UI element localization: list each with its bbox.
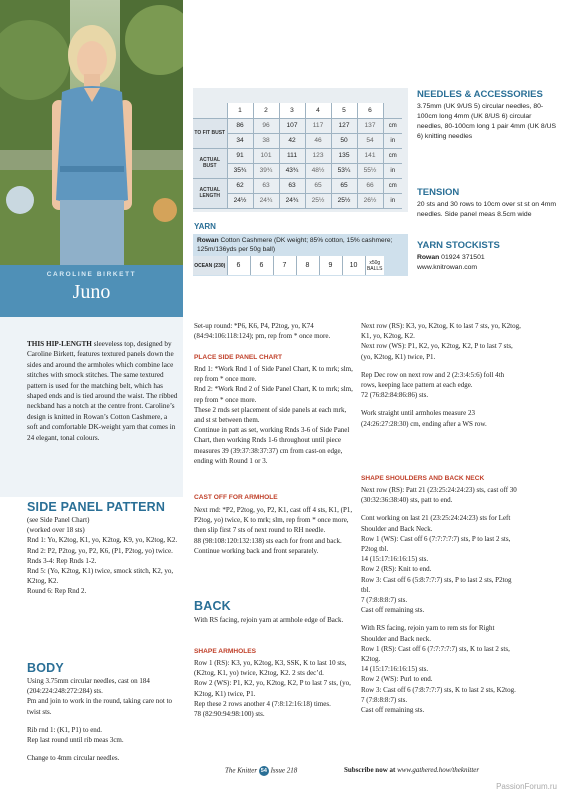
size-cell: 107: [279, 118, 305, 133]
size-cell: 4: [305, 103, 331, 118]
size-cell: 2: [253, 103, 279, 118]
size-cell: 42: [279, 133, 305, 148]
size-cell: 65: [331, 178, 357, 193]
col3-line: Row 3: Cast off 6 (7:8:7:7:7) sts, K to last 2 sts, K2tog.: [361, 685, 516, 694]
size-unit: [383, 103, 402, 118]
designer-name: CAROLINE BIRKETT: [46, 271, 137, 278]
col3-line: Row 1 (RS): Cast off 6 (7:7:7:7:7) sts, K to last 2 sts, K2tog.: [361, 644, 510, 664]
back-heading: BACK: [194, 599, 231, 613]
yarn-qty: 7: [273, 256, 296, 275]
magazine-name: The Knitter: [225, 766, 258, 775]
yarn-qty: 8: [296, 256, 319, 275]
size-cell: 38: [253, 133, 279, 148]
col3-line: Row 3: Cast off 6 (5:8:7:7:7) sts, P to last 2 sts, P2tog tbl.: [361, 575, 512, 594]
size-cell: 35¾: [227, 163, 253, 178]
intro-text: [27, 339, 179, 443]
tension-heading: TENSION: [417, 187, 460, 198]
size-unit: in: [383, 163, 402, 178]
size-cell: 66: [357, 178, 383, 193]
castoff-heading: CAST OFF FOR ARMHOLE: [194, 494, 278, 501]
size-cell: 65: [305, 178, 331, 193]
size-unit: cm: [383, 148, 402, 163]
side-panel-line: Rnd 1: Yo, K2tog, K1, yo, K2tog, K9, yo, K2tog, K2.: [27, 536, 178, 545]
footer-subscribe: [344, 766, 479, 774]
yarn-desc-text: Cotton Cashmere (DK weight; 85% cotton, 15% cashmere; 125m/136yds per 50g ball): [197, 237, 393, 253]
size-row: [193, 118, 402, 133]
size-cell: 91: [227, 148, 253, 163]
intro-body: sleeveless top, designed by Caroline Birkett, features textured panels down the sides and around the armholes which combine lace stitches with smock stitches. The same textured pattern is used for the matching belt, which has shaped ends and is tied around the waist. The ribbed neckband has a notch at the centre front. Caroline’s design is knitted in Rowan’s Cotton Cashmere, a soft and comfortable DK-weight yarn that comes in 24 elegant, tonal colours.: [27, 340, 178, 442]
side-panel-text: [27, 515, 179, 597]
size-cell: 135: [331, 148, 357, 163]
back-text: With RS facing, rejoin yarn at armhole edge of Back.: [194, 616, 344, 624]
stockists-heading: YARN STOCKISTS: [417, 240, 500, 251]
col3-line: Rep Dec row on next row and 2 (2:3:4:5:6) foll 4th rows, keeping lace pattern at each edge.: [361, 370, 505, 390]
side-panel-heading: SIDE PANEL PATTERN: [27, 500, 166, 514]
castoff-line: Continue working back and front separately.: [194, 546, 319, 555]
yarn-qty: 10: [342, 256, 365, 275]
size-cell: 63: [253, 178, 279, 193]
size-cell: 86: [227, 118, 253, 133]
size-cell: 5: [331, 103, 357, 118]
subscribe-url[interactable]: www.gathered.how/theknitter: [397, 766, 480, 774]
side-panel-line: Rnds 3-4: Rep Rnds 1-2.: [27, 556, 97, 565]
col3-line: Row 1 (WS): Cast off 6 (7:7:7:7:7) sts, P to last 2 sts, P2tog tbl.: [361, 534, 511, 554]
col3-line: Work straight until armholes measure 23 (24:26:27:28:30) cm, ending after a WS row.: [361, 409, 487, 428]
body-heading: BODY: [27, 661, 64, 675]
tension-section: [417, 188, 557, 220]
size-row: [193, 148, 402, 163]
col3-line: 72 (76:82:84:86:86) sts.: [361, 391, 429, 400]
subscribe-label: Subscribe now at: [344, 766, 398, 774]
place-line: Rnd 1: *Work Rnd 1 of Side Panel Chart, K to mrk; slm, rep from * once more.: [194, 365, 353, 384]
place-heading: PLACE SIDE PANEL CHART: [194, 354, 283, 361]
size-cell: 127: [331, 118, 357, 133]
place-line: Continue in patt as set, working Rnds 3-6 of Side Panel Chart, then working Rnds 1-6 throughout until piece measures 39 (39:37:38:37:37) cm from cast-on edge, ending with Round 1 or 3.: [194, 426, 350, 465]
size-row-label: ACTUAL BUST: [193, 148, 227, 178]
yarn-qty: 9: [319, 256, 342, 275]
size-cell: 137: [357, 118, 383, 133]
size-cell: 24½: [227, 193, 253, 208]
size-cell: 26½: [357, 193, 383, 208]
col3-text-a: [361, 321, 521, 429]
size-row-label: ACTUAL LENGTH: [193, 178, 227, 208]
size-row-label: TO FIT BUST: [193, 118, 227, 148]
size-row: [193, 178, 402, 193]
place-line: Rnd 2: *Work Rnd 2 of Side Panel Chart, K to mrk; slm, rep from * once more.: [194, 385, 353, 404]
yarn-heading: YARN: [194, 222, 216, 231]
col3-line: Row 2 (RS): Knit to end.: [361, 565, 432, 574]
yarn-table: [193, 256, 384, 275]
place-text: [194, 364, 354, 466]
stockist-web[interactable]: www.knitrowan.com: [417, 264, 478, 271]
size-cell: 117: [305, 118, 331, 133]
armholes-line: Row 2 (WS): P1, K2, yo, K2tog, K2, P to last 7 sts, (yo, K2tog, K1) twice, P1.: [194, 679, 351, 698]
intro-lead: THIS HIP-LENGTH: [27, 340, 92, 348]
side-panel-line: (worked over 18 sts): [27, 526, 85, 535]
size-cell: 55½: [357, 163, 383, 178]
body-line: Pm and join to work in the round, taking care not to twist sts.: [27, 697, 173, 716]
size-cell: 63: [279, 178, 305, 193]
armholes-line: Row 1 (RS): K3, yo, K2tog, K3, SSK, K to last 10 sts, (K2tog, K1, yo) twice, K2tog, K2. 2 sts dec’d.: [194, 659, 347, 678]
col3-line: Next row (RS): Patt 21 (23:25:24:24:23) sts, cast off 30 (30:32:36:38:40) sts, patt to end.: [361, 486, 517, 505]
size-cell: 50: [331, 133, 357, 148]
col3-text-b: [361, 485, 521, 715]
size-cell: 39¾: [253, 163, 279, 178]
size-table: [193, 103, 402, 209]
footer-magazine: [225, 766, 297, 776]
castoff-text: [194, 505, 354, 556]
col3-line: 7 (7:8:8:8:7) sts.: [361, 596, 408, 605]
needles-text: 3.75mm (UK 9/US 5) circular needles, 80-100cm long 4mm (UK 8/US 6) circular needles, 80-100cm long 1 pair 4mm (UK 8/US 6) knitting needles: [417, 103, 557, 140]
yarn-brand: Rowan: [197, 237, 219, 244]
col3-line: Cast off remaining sts.: [361, 606, 425, 615]
body-line: Using 3.75mm circular needles, cast on 184 (204:224:248:272:284) sts.: [27, 677, 150, 696]
watermark: PassionForum.ru: [496, 782, 557, 791]
col3-line: 14 (15:17:16:16:15) sts.: [361, 665, 429, 674]
page-number: 54: [260, 768, 267, 774]
size-cell: 141: [357, 148, 383, 163]
size-cell: 24¾: [279, 193, 305, 208]
side-panel-line: (see Side Panel Chart): [27, 516, 90, 524]
title-banner: [0, 265, 183, 317]
side-panel-line: Rnd 2: P2, P2tog, yo, P2, K6, (P1, P2tog, yo) twice.: [27, 546, 173, 555]
stockist-brand: Rowan: [417, 254, 440, 261]
col3-line: Next row (RS): K3, yo, K2tog, K to last 7 sts, yo, K2tog, K1, yo, K2tog, K2.: [361, 322, 521, 341]
yarn-shade: OCEAN (230): [193, 256, 227, 275]
needles-section: [417, 90, 557, 142]
size-cell: 25½: [305, 193, 331, 208]
shoulders-heading: SHAPE SHOULDERS AND BACK NECK: [361, 475, 485, 482]
size-cell: 3: [279, 103, 305, 118]
col3-line: 7 (7:8:8:8:7) sts.: [361, 695, 408, 704]
col3-line: With RS facing, rejoin yarn to rem sts for Right Shoulder and Back neck.: [361, 624, 495, 643]
size-cell: 46: [305, 133, 331, 148]
stockist-phone: 01924 371501: [439, 254, 485, 261]
place-line: These 2 rnds set placement of side panels at each mrk, and st st between them.: [194, 405, 347, 425]
body-line: Rib rnd 1: (K1, P1) to end.: [27, 725, 103, 734]
yarn-qty: 6: [250, 256, 273, 275]
issue-number: Issue 218: [270, 766, 298, 775]
size-row: [193, 103, 402, 118]
side-panel-line: Round 6: Rep Rnd 2.: [27, 587, 87, 596]
size-cell: 96: [253, 118, 279, 133]
body-line: Rep last round until rib meas 3cm.: [27, 736, 124, 745]
size-cell: 34: [227, 133, 253, 148]
size-row-label: [193, 103, 227, 118]
size-unit: in: [383, 133, 402, 148]
size-unit: cm: [383, 178, 402, 193]
size-cell: 101: [253, 148, 279, 163]
col3-line: Next row (WS): P1, K2, yo, K2tog, K2, P to last 7 sts, (yo, K2tog, K1) twice, P1.: [361, 342, 513, 361]
size-cell: 25½: [331, 193, 357, 208]
col3-line: 14 (15:17:16:16:15) sts.: [361, 555, 429, 564]
size-cell: 24¾: [253, 193, 279, 208]
tension-text: 20 sts and 30 rows to 10cm over st st on 4mm needles. Side panel meas 8.5cm wide: [417, 201, 557, 218]
armholes-line: Rep these 2 rows another 4 (7:8:12:16:18) times.: [194, 699, 331, 708]
needles-heading: NEEDLES & ACCESSORIES: [417, 89, 543, 100]
model-photo: [0, 0, 183, 265]
col3-line: Cast off remaining sts.: [361, 706, 425, 715]
armholes-line: 78 (82:90:94:98:100) sts.: [194, 710, 265, 719]
size-cell: 111: [279, 148, 305, 163]
size-cell: 62: [227, 178, 253, 193]
size-unit: cm: [383, 118, 402, 133]
yarn-unit: x50g BALLS: [365, 256, 384, 275]
size-cell: 48½: [305, 163, 331, 178]
yarn-qty: 6: [227, 256, 250, 275]
size-cell: 1: [227, 103, 253, 118]
size-cell: 123: [305, 148, 331, 163]
armholes-heading: SHAPE ARMHOLES: [194, 648, 257, 655]
castoff-line: Next rnd: *P2, P2tog, yo, P2, K1, cast off 4 sts, K1, (P1, P2tog, yo) twice, K to mrk; slm, rep from * once more, then slip first 7 sts of next round to RH needle.: [194, 506, 353, 535]
size-cell: 54: [357, 133, 383, 148]
size-cell: 6: [357, 103, 383, 118]
stockists-section: [417, 241, 557, 273]
body-text: [27, 676, 179, 763]
side-panel-line: Rnd 5: (Yo, K2tog, K1) twice, smock stitch, K2, yo, K2tog, K2.: [27, 567, 174, 586]
yarn-desc: [197, 236, 405, 254]
col3-line: Cont working on last 21 (23:25:24:24:23) sts for Left Shoulder and Back Neck.: [361, 514, 511, 533]
castoff-line: 88 (98:108:120:132:138) sts each for front and back.: [194, 536, 342, 545]
size-cell: 53¼: [331, 163, 357, 178]
col3-line: Row 2 (WS): Purl to end.: [361, 675, 433, 684]
armholes-text: [194, 658, 354, 719]
size-cell: 43¾: [279, 163, 305, 178]
pattern-title: Juno: [72, 281, 111, 303]
body-line: Change to 4mm circular needles.: [27, 754, 120, 763]
size-unit: in: [383, 193, 402, 208]
setup-round: Set-up round: *P6, K6, P4, P2tog, yo, K74 (84:94:106:118:124); pm, rep from * once more.: [194, 322, 331, 341]
